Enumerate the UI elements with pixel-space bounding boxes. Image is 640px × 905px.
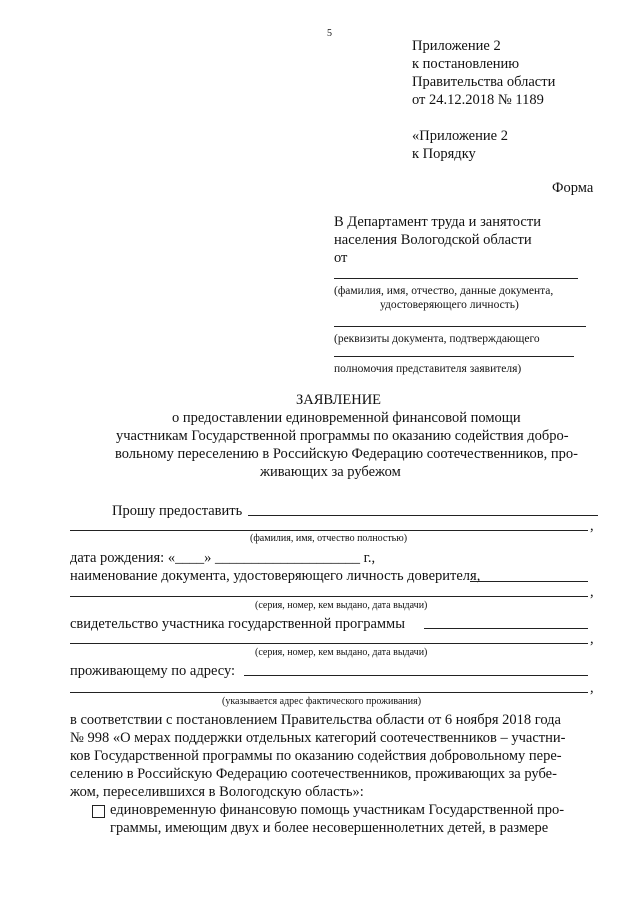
hint-series-2: (серия, номер, кем выдано, дата выдачи)	[255, 647, 428, 658]
appendix-line-5: «Приложение 2	[412, 128, 508, 144]
page-number: 5	[327, 28, 332, 39]
field-line[interactable]	[70, 692, 588, 693]
hint-doc-details: (реквизиты документа, подтверждающего	[334, 333, 540, 345]
hint-series-1: (серия, номер, кем выдано, дата выдачи)	[255, 600, 428, 611]
option-checkbox[interactable]	[92, 805, 105, 818]
hint-identity: удостоверяющего личность)	[380, 299, 519, 311]
field-line[interactable]	[470, 581, 588, 582]
paragraph-line-1: в соответствии с постановлением Правительства области от 6 ноября 2018 года	[70, 712, 561, 728]
field-line[interactable]	[334, 326, 586, 327]
appendix-line-4: от 24.12.2018 № 1189	[412, 92, 544, 108]
addressee-line-2: населения Вологодской области	[334, 232, 532, 248]
comma: ,	[590, 518, 594, 534]
field-line[interactable]	[248, 515, 598, 516]
field-line[interactable]	[424, 628, 588, 629]
hint-fio-doc: (фамилия, имя, отчество, данные документа,	[334, 285, 554, 297]
hint-representative: полномочия представителя заявителя)	[334, 363, 522, 375]
addressee-line-1: В Департамент труда и занятости	[334, 214, 541, 230]
field-line[interactable]	[70, 643, 588, 644]
appendix-line-2: к постановлению	[412, 56, 520, 72]
request-label: Прошу предоставить	[112, 503, 243, 519]
field-line[interactable]	[70, 596, 588, 597]
comma: ,	[590, 680, 594, 696]
title-line-3: вольному переселению в Российскую Федерацию соотечественников, про-	[115, 446, 578, 462]
field-line[interactable]	[334, 278, 578, 279]
address-label: проживающему по адресу:	[70, 663, 236, 679]
paragraph-line-3: ков Государственной программы по оказанию содействия добровольному пере-	[70, 748, 562, 764]
comma: ,	[590, 631, 594, 647]
title-line-1: о предоставлении единовременной финансовой помощи	[172, 410, 521, 426]
option-line-2: граммы, имеющим двух и более несовершеннолетних детей, в размере	[110, 820, 549, 836]
appendix-line-1: Приложение 2	[412, 38, 501, 54]
field-line[interactable]	[70, 530, 588, 531]
birth-date-label: дата рождения: «____» ____________________ г.,	[70, 550, 376, 566]
comma: ,	[590, 584, 594, 600]
doc-name-label: наименование документа, удостоверяющего личность доверителя,	[70, 568, 481, 584]
paragraph-line-5: жом, переселившихся в Вологодскую область»:	[70, 784, 364, 800]
paragraph-line-4: селению в Российскую Федерацию соотечественников, проживающих за рубе-	[70, 766, 557, 782]
field-line[interactable]	[334, 356, 574, 357]
field-line[interactable]	[244, 675, 588, 676]
option-line-1: единовременную финансовую помощь участникам Государственной про-	[110, 802, 565, 818]
addressee-from: от	[334, 250, 348, 266]
hint-fio: (фамилия, имя, отчество полностью)	[250, 533, 408, 544]
appendix-line-6: к Порядку	[412, 146, 476, 162]
paragraph-line-2: № 998 «О мерах поддержки отдельных категорий соотечественников – участни-	[70, 730, 566, 746]
title-line-4: живающих за рубежом	[260, 464, 401, 480]
title-line-2: участникам Государственной программы по оказанию содействия добро-	[116, 428, 569, 444]
document-title: ЗАЯВЛЕНИЕ	[296, 392, 382, 408]
hint-address: (указывается адрес фактического проживания)	[222, 696, 422, 707]
appendix-line-3: Правительства области	[412, 74, 556, 90]
certificate-label: свидетельство участника государственной программы	[70, 616, 405, 632]
form-label: Форма	[552, 180, 594, 196]
